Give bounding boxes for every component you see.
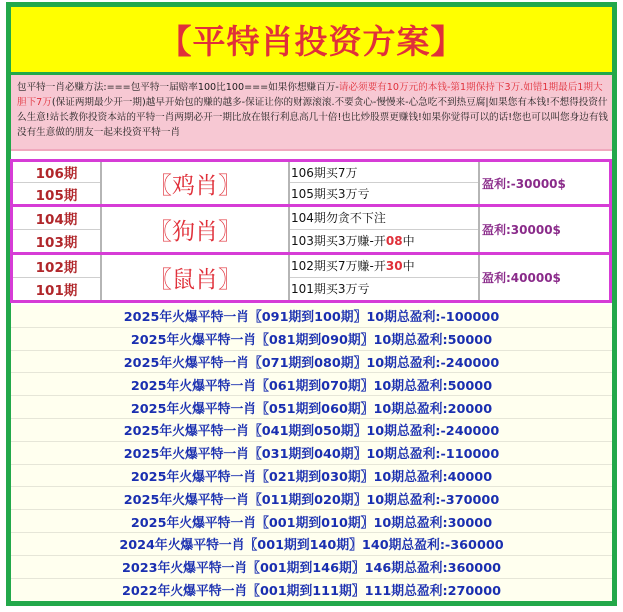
history-list [11, 305, 612, 601]
intro-part-2: 请必须要有10万元的本钱-第1期保持下3万.如错1期最后1期大胆下7万 [17, 82, 603, 108]
zodiac-pick: 〖鸡肖〗 [102, 162, 290, 204]
history-row: 2025年火爆平特一肖〖061期到070期〗10期总盈利:50000 [11, 373, 612, 396]
history-row: 2025年火爆平特一肖〖091期到100期〗10期总盈利:-100000 [11, 305, 612, 328]
history-row: 2025年火爆平特一肖〖011期到020期〗10期总盈利:-370000 [11, 487, 612, 510]
period-column [13, 255, 102, 300]
period-label: 103期 [35, 234, 78, 251]
history-row: 2025年火爆平特一肖〖081期到090期〗10期总盈利:50000 [11, 328, 612, 351]
intro-part-3: (保证两期最少开一期)越早开始包的赚的越多-保证让你的财源滚滚.不要贪心-慢慢来-心急吃不到热豆腐|如果您有本钱!不想得投资什么生意!站长教你投资本站的平特一肖两期必开一期比放在银行利息高几十倍!也比炒股票更赚钱!如果你觉得可以的话!您也可以叫您身边有钱没有生意做的朋友一起来投资平特一肖 [17, 97, 609, 138]
period-column [13, 207, 102, 252]
page-title: 【平特肖投资方案】 [158, 22, 465, 61]
bet-text: 102期买7万赚-开 [291, 259, 386, 274]
winning-number: 30 [385, 258, 403, 273]
bet-text: 中 [402, 259, 415, 274]
zodiac-pick: 〖狗肖〗 [102, 207, 290, 252]
bet-line: 101期买3万亏 [291, 282, 370, 297]
bet-line [290, 230, 478, 253]
bet-line: 106期买7万 [290, 162, 478, 183]
history-row: 2022年火爆平特一肖〖001期到111期〗111期总盈利:270000 [121, 584, 502, 600]
spacer [11, 151, 612, 159]
history-row: 2025年火爆平特一肖〖071期到080期〗10期总盈利:-240000 [11, 351, 612, 374]
intro-text [11, 75, 612, 151]
bet-text: 中 [402, 234, 415, 249]
profit-label: 盈利:40000$ [482, 271, 561, 285]
history-row: 2023年火爆平特一肖〖001期到146期〗146期总盈利:360000 [11, 556, 612, 579]
bet-column [290, 255, 480, 300]
history-row: 2025年火爆平特一肖〖051期到060期〗10期总盈利:20000 [11, 396, 612, 419]
history-row: 2025年火爆平特一肖〖021期到030期〗10期总盈利:40000 [11, 465, 612, 488]
intro-part-1: 包平特一肖必赚方法:===包平特一届赔率100比100===如果你想赚百万- [17, 82, 339, 93]
history-row: 2025年火爆平特一肖〖041期到050期〗10期总盈利:-240000 [11, 419, 612, 442]
page-frame [6, 2, 617, 606]
history-row: 2025年火爆平特一肖〖031期到040期〗10期总盈利:-110000 [11, 442, 612, 465]
bet-line [290, 255, 478, 278]
period-label: 105期 [35, 187, 78, 204]
period-label: 102期 [13, 255, 100, 278]
period-label: 101期 [35, 282, 78, 299]
profit-label: 盈利:-30000$ [482, 176, 566, 191]
bet-line: 104期勿贪不下注 [290, 207, 478, 230]
bet-block [10, 255, 612, 303]
bet-block [10, 207, 612, 255]
period-label: 106期 [13, 162, 100, 183]
bet-column [290, 207, 480, 252]
history-row: 2025年火爆平特一肖〖001期到010期〗10期总盈利:30000 [11, 510, 612, 533]
history-row: 2024年火爆平特一肖〖001期到140期〗140期总盈利:-360000 [11, 533, 612, 556]
bet-block [10, 159, 612, 207]
title-banner [11, 7, 612, 75]
period-column [13, 162, 102, 204]
zodiac-pick: 〖鼠肖〗 [102, 255, 290, 300]
period-label: 104期 [13, 207, 100, 230]
profit-label: 盈利:30000$ [482, 223, 561, 237]
bet-column [290, 162, 480, 204]
winning-number: 08 [385, 233, 403, 248]
bet-line: 105期买3万亏 [291, 187, 370, 201]
bet-text: 103期买3万赚-开 [291, 234, 386, 249]
